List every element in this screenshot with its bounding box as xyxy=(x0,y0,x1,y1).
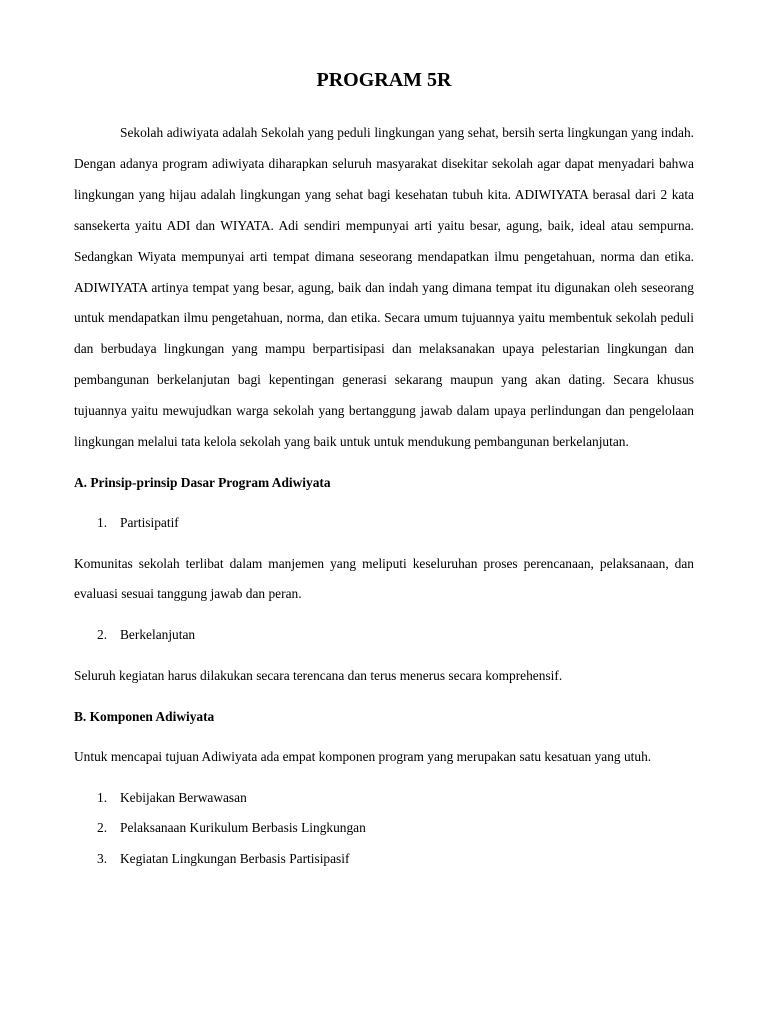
list-number: 3. xyxy=(97,850,108,866)
section-a-item-1-text: Komunitas sekolah terlibat dalam manjemen yang meliputi keseluruhan proses perencanaan, pelaksanaan, dan evaluasi sesuai tanggung jawab dan peran. xyxy=(74,555,694,602)
document-title: PROGRAM 5R xyxy=(316,69,452,91)
section-b-item-3 xyxy=(74,844,694,875)
list-number: 1. xyxy=(97,514,108,530)
intro-paragraph: Sekolah adiwiyata adalah Sekolah yang peduli lingkungan yang sehat, bersih serta lingkungan yang indah. Dengan adanya program adiwiyata diharapkan seluruh masyarakat disekitar sekolah agar dapat menyadari bahwa lingkungan yang hijau adalah lingkungan yang sehat bagi kesehatan tubuh kita. ADIWIYATA berasal dari 2 kata sansekerta yaitu ADI dan WIYATA. Adi sendiri mempunyai arti yaitu besar, agung, baik, ideal atau sempurna. Sedangkan Wiyata mempunyai arti tempat dimana seseorang mendapatkan ilmu pengetahuan, norma dan etika. ADIWIYATA artinya tempat yang besar, agung, baik dan indah yang dimana tempat itu digunakan oleh seseorang untuk mendapatkan ilmu pengetahuan, norma, dan etika. Secara umum tujuannya yaitu membentuk sekolah peduli dan berbudaya lingkungan yang mampu berpartisipasi dan melaksanakan upaya pelestarian lingkungan dan pembangunan berkelanjutan bagi kepentingan generasi sekarang maupun yang akan dating. Secara khusus tujuannya yaitu mewujudkan warga sekolah yang bertanggung jawab dalam upaya perlindungan dan pengelolaan lingkungan melalui tata kelola sekolah yang baik untuk untuk mendukung pembangunan berkelanjutan. xyxy=(74,125,694,450)
section-a-heading: A. Prinsip-prinsip Dasar Program Adiwiyata xyxy=(74,474,331,490)
list-number: 1. xyxy=(97,789,108,805)
section-b-heading: B. Komponen Adiwiyata xyxy=(74,708,215,724)
list-label: Berkelanjutan xyxy=(120,627,196,643)
list-label: Kegiatan Lingkungan Berbasis Partisipasif xyxy=(120,850,350,866)
list-number: 2. xyxy=(97,627,108,643)
section-a-item-1 xyxy=(74,508,694,539)
list-number: 2. xyxy=(97,820,108,836)
list-label: Partisipatif xyxy=(120,514,179,530)
section-b-item-1 xyxy=(74,783,694,814)
section-a-item-2 xyxy=(74,620,694,651)
section-a-item-2-text: Seluruh kegiatan harus dilakukan secara terencana dan terus menerus secara komprehensif. xyxy=(74,667,563,683)
section-b-item-2 xyxy=(74,813,694,844)
section-b-intro: Untuk mencapai tujuan Adiwiyata ada empat komponen program yang merupakan satu kesatuan yang utuh. xyxy=(74,748,652,764)
list-label: Kebijakan Berwawasan xyxy=(120,789,247,805)
list-label: Pelaksanaan Kurikulum Berbasis Lingkungan xyxy=(120,820,366,836)
